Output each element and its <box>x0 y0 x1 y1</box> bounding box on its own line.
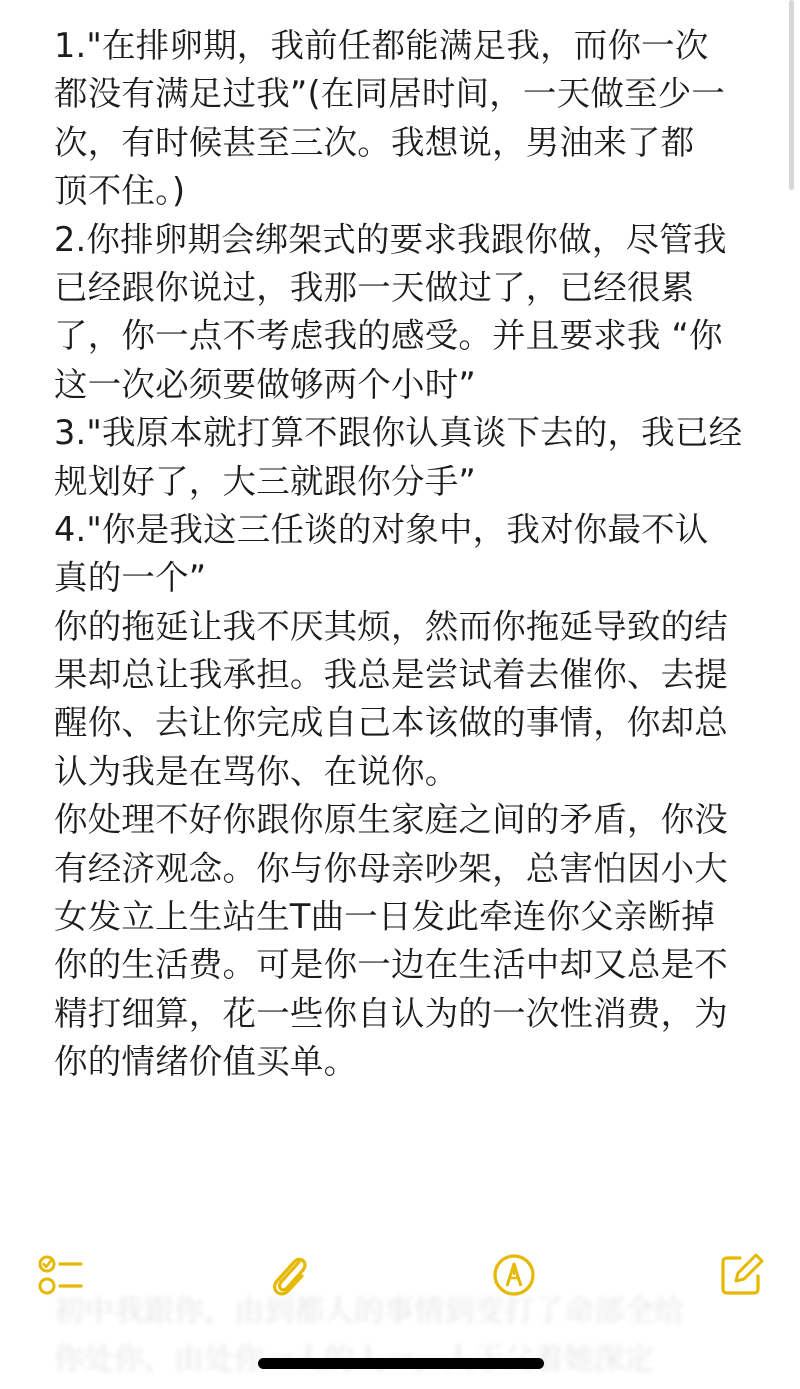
attach-button[interactable] <box>263 1248 317 1302</box>
note-line: 2.你排卵期会绑架式的要求我跟你做，尽管我 <box>54 219 727 259</box>
note-line: 4."你是我这三任谈的对象中，我对你最不认 <box>54 509 709 549</box>
checklist-button[interactable] <box>34 1248 88 1302</box>
markup-button[interactable] <box>487 1248 541 1302</box>
note-line: 1."在排卵期，我前任都能满足我，而你一次 <box>54 26 709 65</box>
note-line: 顶不住。) <box>54 171 186 211</box>
bottom-toolbar <box>0 1240 800 1310</box>
compose-icon <box>714 1248 768 1302</box>
note-body[interactable] <box>54 22 754 1087</box>
note-line: 规划好了，大三就跟你分手” <box>54 461 476 501</box>
note-line: 真的一个” <box>54 558 207 598</box>
note-line: 你的情绪价值买单。 <box>54 1042 358 1082</box>
faded-text-behind-toolbar: 初中我跟你，由到都人的事情到变打了命部全给 <box>54 1294 684 1329</box>
note-line: 女发立上生站生T曲一日发此牵连你父亲断掉 <box>54 897 715 937</box>
markup-pen-icon <box>487 1248 541 1302</box>
note-line: 都没有满足过我”(在同居时间，一天做至少一 <box>54 74 726 114</box>
note-line: 你处理不好你跟你原生家庭之间的矛盾，你没 <box>54 800 728 840</box>
note-line: 3."我原本就打算不跟你认真谈下去的，我已经 <box>54 413 743 453</box>
note-line: 次，有时候甚至三次。我想说，男油来了都 <box>54 122 695 162</box>
note-line: 有经济观念。你与你母亲吵架，总害怕因小大 <box>54 848 728 888</box>
note-line: 了，你一点不考虑我的感受。并且要求我 “你 <box>54 316 723 356</box>
scroll-indicator[interactable] <box>789 0 794 190</box>
paperclip-icon <box>263 1248 317 1302</box>
note-line: 果却总让我承担。我总是尝试着去催你、去提 <box>54 655 728 695</box>
checklist-icon <box>34 1248 88 1302</box>
note-line: 认为我是在骂你、在说你。 <box>54 751 459 791</box>
compose-button[interactable] <box>714 1248 768 1302</box>
home-indicator[interactable] <box>258 1358 544 1369</box>
note-line: 精打细算，花一些你自认为的一次性消费，为 <box>54 993 728 1033</box>
note-line: 醒你、去让你完成自己本该做的事情，你却总 <box>54 703 728 743</box>
note-line: 这一次必须要做够两个小时” <box>54 364 476 404</box>
note-line: 你的拖延让我不厌其烦，然而你拖延导致的结 <box>54 606 728 646</box>
note-line: 已经跟你说过，我那一天做过了，已经很累 <box>54 267 695 307</box>
note-line: 你的生活费。可是你一边在生活中却又总是不 <box>54 945 728 985</box>
